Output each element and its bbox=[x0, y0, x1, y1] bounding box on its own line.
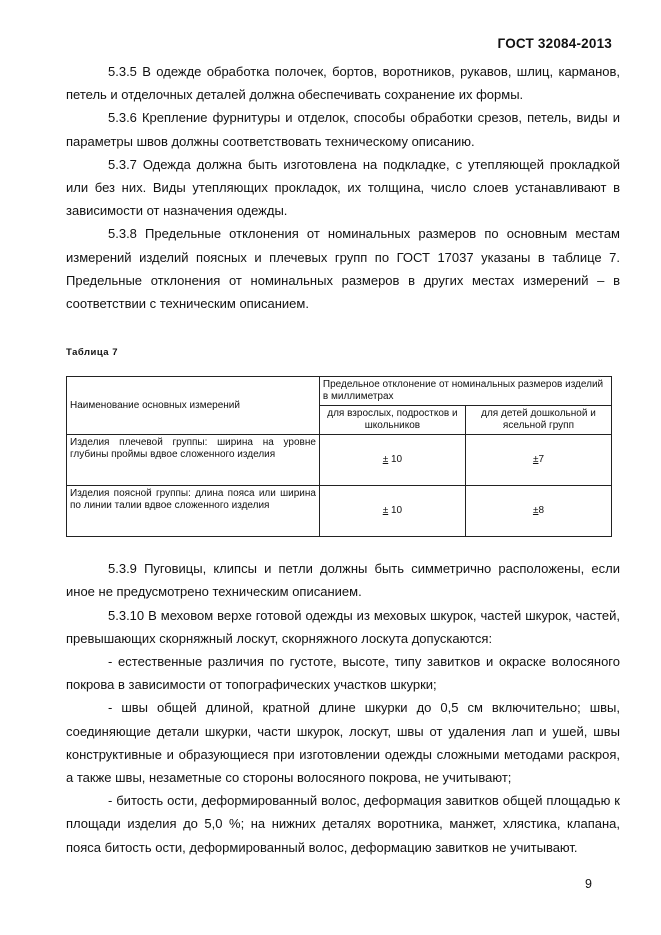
row-label-shoulder-group: Изделия плечевой группы: ширина на уровне глубины проймы вдвое сложенного изделия bbox=[67, 435, 320, 486]
page-content bbox=[66, 60, 620, 859]
paragraph-5-3-6: 5.3.6 Крепление фурнитуры и отделок, способы обработки срезов, петель, виды и параметры швов должны соответствовать техническому описанию. bbox=[66, 110, 620, 149]
paragraph-5-3-9: 5.3.9 Пуговицы, клипсы и петли должны быть симметрично расположены, если иное не предусмотрено техническим описанием. bbox=[66, 561, 620, 600]
table-row bbox=[67, 435, 612, 486]
cell-adult-shoulder bbox=[319, 435, 465, 486]
document-standard-header: ГОСТ 32084-2013 bbox=[497, 36, 612, 51]
table-header-row bbox=[67, 377, 612, 406]
plus-minus-sign: ± bbox=[532, 454, 539, 466]
cell-value: 7 bbox=[538, 454, 544, 466]
tolerance-table bbox=[66, 376, 612, 537]
paragraph-5-3-7: 5.3.7 Одежда должна быть изготовлена на подкладке, с утепляющей прокладкой или без них. Виды утепляющих прокладок, их толщина, число слоев устанавливают в зависимости от назначения одежды. bbox=[66, 156, 620, 219]
table-caption: Таблица 7 bbox=[66, 347, 119, 359]
paragraph-5-3-5: 5.3.5 В одежде обработка полочек, бортов, воротников, рукавов, шлиц, карманов, петель и отделочных деталей должна обеспечивать сохранение их формы. bbox=[66, 64, 620, 103]
page-number: 9 bbox=[585, 877, 592, 891]
column-header-measurement: Наименование основных измерений bbox=[67, 377, 320, 435]
row-label-waist-group: Изделия поясной группы: длина пояса или ширина по линии талии вдвое сложенного изделия bbox=[67, 486, 320, 537]
paragraph-5-3-8: 5.3.8 Предельные отклонения от номинальных размеров по основным местам измерений изделий поясных и плечевых групп по ГОСТ 17037 указаны в таблице 7. Предельные отклонения от номинальных размеров в других местах измерений – в соответствии с техническим описанием. bbox=[66, 226, 620, 312]
column-header-children: для детей дошкольной и ясельной групп bbox=[465, 406, 611, 435]
cell-child-waist bbox=[465, 486, 611, 537]
paragraph-5-3-10: 5.3.10 В меховом верхе готовой одежды из меховых шкурок, частей шкурок, частей, превышающих скорняжный лоскут, скорняжного лоскута допускаются: bbox=[66, 607, 620, 646]
table-row bbox=[67, 486, 612, 537]
list-item: - швы общей длиной, кратной длине шкурки до 0,5 см включительно; швы, соединяющие детали шкурки, части шкурок, лоскут, швы от удаления лап и ушей, швы конструктивные и образующиеся при изготовлении одежды сложными методами раскроя, а также швы, незаметные со стороны волосяного покрова, не учитывают; bbox=[66, 700, 620, 786]
column-header-adults: для взрослых, подростков и школьников bbox=[319, 406, 465, 435]
list-item: - битость ости, деформированный волос, деформация завитков общей площадью к площади изделия до 5,0 %; на нижних деталях воротника, манжет, хлястика, клапана, пояса битость ости, деформированный волос, деформацию завитков не учитывают. bbox=[66, 793, 620, 855]
column-group-header-tolerance: Предельное отклонение от номинальных размеров изделий в миллиметрах bbox=[319, 377, 611, 406]
cell-value: 10 bbox=[391, 505, 403, 517]
plus-minus-sign: ± bbox=[532, 505, 539, 517]
plus-minus-sign: ± bbox=[382, 505, 389, 517]
list-item: - естественные различия по густоте, высоте, типу завитков и окраске волосяного покрова в зависимости от топографических участков шкурки; bbox=[66, 654, 620, 693]
plus-minus-sign: ± bbox=[382, 454, 389, 466]
cell-adult-waist bbox=[319, 486, 465, 537]
cell-value: 10 bbox=[391, 454, 403, 466]
cell-value: 8 bbox=[538, 505, 544, 517]
cell-child-shoulder bbox=[465, 435, 611, 486]
paragraphs-after-table bbox=[66, 557, 620, 859]
